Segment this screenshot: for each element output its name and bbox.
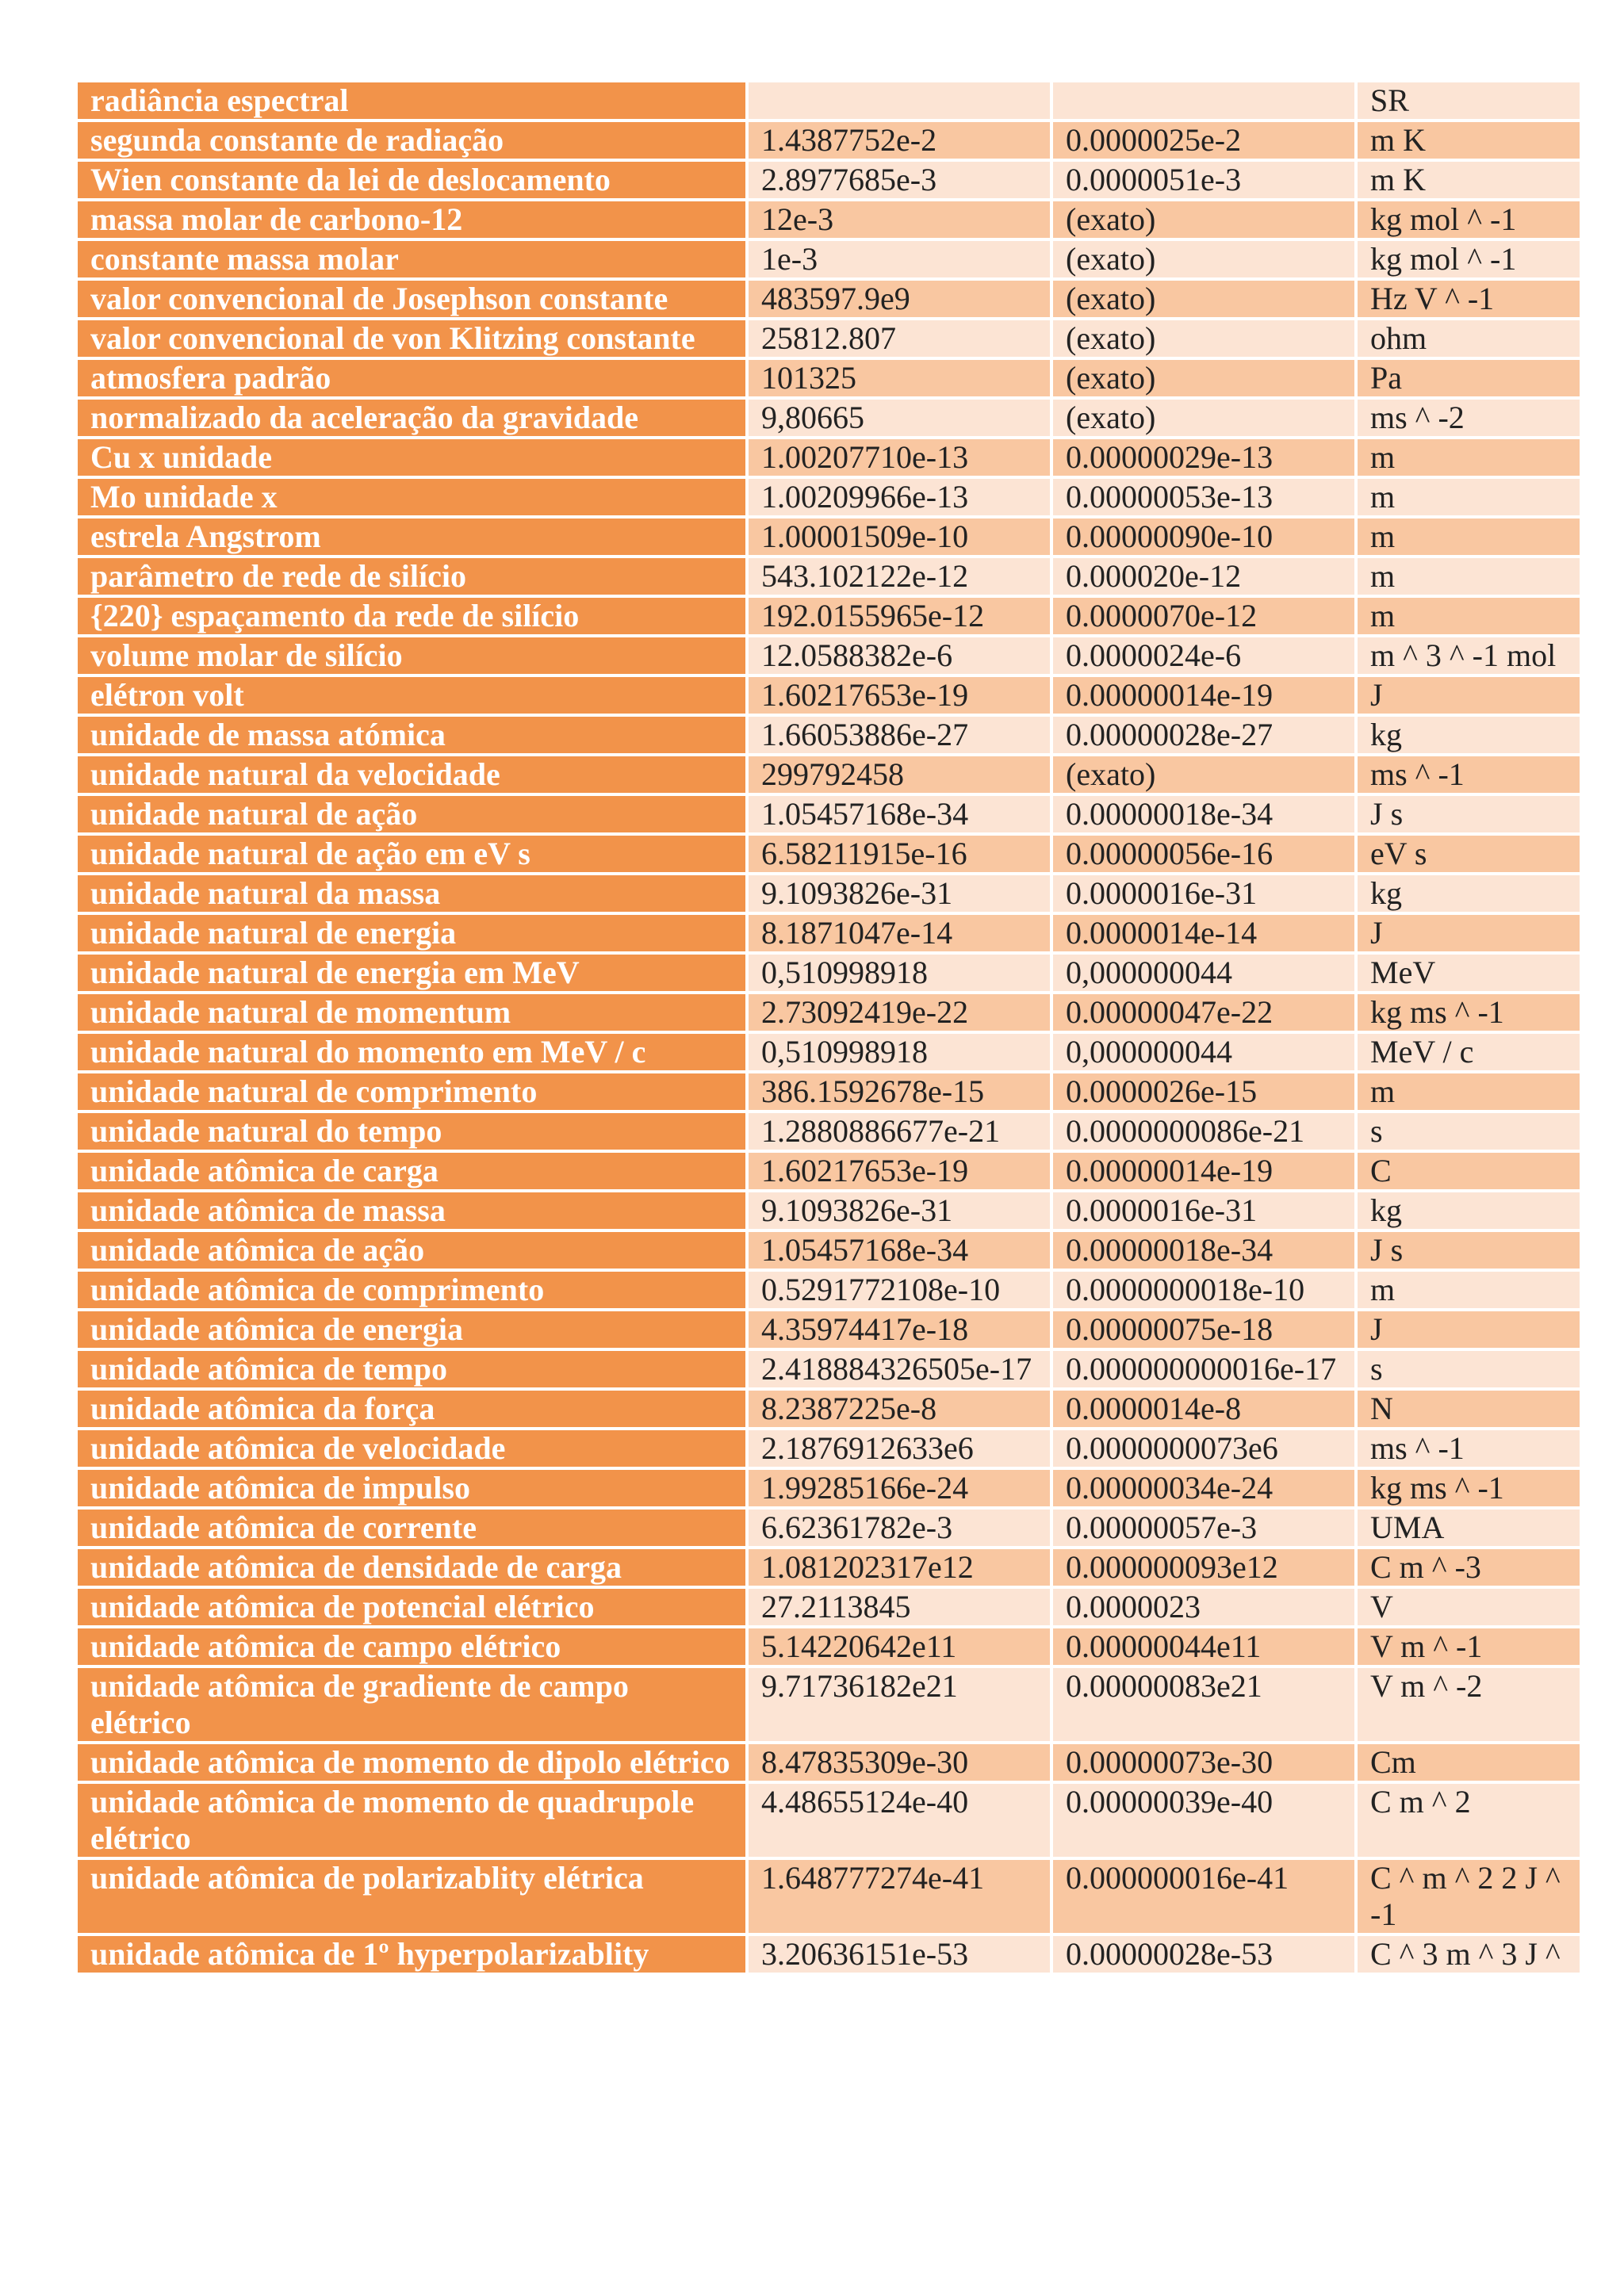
uncertainty-cell: (exato) — [1051, 200, 1356, 239]
table-row — [76, 358, 1581, 398]
constant-name-cell: Wien constante da lei de deslocamento — [76, 160, 747, 200]
uncertainty-cell: 0,000000044 — [1051, 953, 1356, 993]
value-cell: 4.48655124e-40 — [747, 1782, 1051, 1858]
constant-name-cell: unidade natural da massa — [76, 874, 747, 913]
table-row — [76, 1270, 1581, 1310]
uncertainty-cell: 0.00000034e-24 — [1051, 1468, 1356, 1508]
constants-table — [75, 79, 1583, 1976]
unit-cell: kg ms ^ -1 — [1356, 993, 1581, 1032]
constant-name-cell: unidade natural do momento em MeV / c — [76, 1032, 747, 1072]
value-cell: 1.60217653e-19 — [747, 1151, 1051, 1191]
value-cell: 5.14220642e11 — [747, 1627, 1051, 1667]
constant-name-cell: volume molar de silício — [76, 636, 747, 675]
unit-cell: J — [1356, 913, 1581, 953]
table-row — [76, 1743, 1581, 1782]
uncertainty-cell: 0.00000028e-27 — [1051, 715, 1356, 755]
unit-cell: V — [1356, 1587, 1581, 1627]
uncertainty-cell: 0.0000016e-31 — [1051, 1191, 1356, 1230]
uncertainty-cell: 0.0000000073e6 — [1051, 1429, 1356, 1468]
unit-cell: J s — [1356, 794, 1581, 834]
uncertainty-cell: 0.0000000086e-21 — [1051, 1112, 1356, 1151]
constant-name-cell: unidade atômica de corrente — [76, 1508, 747, 1548]
value-cell: 2.73092419e-22 — [747, 993, 1051, 1032]
constant-name-cell: unidade atômica de potencial elétrico — [76, 1587, 747, 1627]
value-cell: 12.0588382e-6 — [747, 636, 1051, 675]
unit-cell: C m ^ 2 — [1356, 1782, 1581, 1858]
unit-cell: s — [1356, 1349, 1581, 1389]
table-row — [76, 1349, 1581, 1389]
constant-name-cell: unidade atômica de polarizablity elétrica — [76, 1858, 747, 1934]
table-row — [76, 121, 1581, 160]
uncertainty-cell: 0,000000044 — [1051, 1032, 1356, 1072]
unit-cell: J — [1356, 1310, 1581, 1349]
value-cell: 6.58211915e-16 — [747, 834, 1051, 874]
unit-cell: Hz V ^ -1 — [1356, 279, 1581, 319]
uncertainty-cell: 0.00000047e-22 — [1051, 993, 1356, 1032]
uncertainty-cell: 0.00000028e-53 — [1051, 1934, 1356, 1974]
uncertainty-cell: 0.000000016e-41 — [1051, 1858, 1356, 1934]
unit-cell: kg mol ^ -1 — [1356, 239, 1581, 279]
constant-name-cell: unidade atômica de tempo — [76, 1349, 747, 1389]
uncertainty-cell: 0.00000018e-34 — [1051, 1230, 1356, 1270]
uncertainty-cell: 0.0000025e-2 — [1051, 121, 1356, 160]
value-cell: 1.4387752e-2 — [747, 121, 1051, 160]
value-cell: 6.62361782e-3 — [747, 1508, 1051, 1548]
table-row — [76, 1548, 1581, 1587]
value-cell: 0,510998918 — [747, 1032, 1051, 1072]
constant-name-cell: unidade atômica da força — [76, 1389, 747, 1429]
uncertainty-cell: 0.000000000016e-17 — [1051, 1349, 1356, 1389]
constant-name-cell: unidade atômica de 1º hyperpolarizablity — [76, 1934, 747, 1974]
uncertainty-cell: 0.00000090e-10 — [1051, 517, 1356, 557]
table-row — [76, 398, 1581, 438]
unit-cell: m — [1356, 596, 1581, 636]
table-row — [76, 953, 1581, 993]
uncertainty-cell: 0.00000029e-13 — [1051, 438, 1356, 477]
constant-name-cell: unidade atômica de velocidade — [76, 1429, 747, 1468]
value-cell: 9.1093826e-31 — [747, 874, 1051, 913]
unit-cell: m — [1356, 1270, 1581, 1310]
constant-name-cell: radiância espectral — [76, 81, 747, 121]
value-cell: 0.5291772108e-10 — [747, 1270, 1051, 1310]
value-cell: 9,80665 — [747, 398, 1051, 438]
constant-name-cell: unidade atômica de gradiente de campo elétrico — [76, 1667, 747, 1743]
constant-name-cell: unidade atômica de impulso — [76, 1468, 747, 1508]
constant-name-cell: unidade atômica de energia — [76, 1310, 747, 1349]
table-row — [76, 913, 1581, 953]
unit-cell: C — [1356, 1151, 1581, 1191]
uncertainty-cell: 0.0000026e-15 — [1051, 1072, 1356, 1112]
constant-name-cell: unidade natural da velocidade — [76, 755, 747, 794]
value-cell: 25812.807 — [747, 319, 1051, 358]
uncertainty-cell: 0.0000023 — [1051, 1587, 1356, 1627]
value-cell: 1.648777274e-41 — [747, 1858, 1051, 1934]
constant-name-cell: unidade natural de ação — [76, 794, 747, 834]
constants-table-body — [76, 81, 1581, 1974]
value-cell: 3.20636151e-53 — [747, 1934, 1051, 1974]
uncertainty-cell: 0.00000075e-18 — [1051, 1310, 1356, 1349]
constant-name-cell: unidade de massa atómica — [76, 715, 747, 755]
table-row — [76, 834, 1581, 874]
uncertainty-cell: (exato) — [1051, 239, 1356, 279]
value-cell: 9.71736182e21 — [747, 1667, 1051, 1743]
constant-name-cell: unidade atômica de momento de dipolo elétrico — [76, 1743, 747, 1782]
table-row — [76, 755, 1581, 794]
table-row — [76, 279, 1581, 319]
constant-name-cell: constante massa molar — [76, 239, 747, 279]
uncertainty-cell: 0.00000056e-16 — [1051, 834, 1356, 874]
value-cell: 8.2387225e-8 — [747, 1389, 1051, 1429]
constant-name-cell: normalizado da aceleração da gravidade — [76, 398, 747, 438]
value-cell: 2.418884326505e-17 — [747, 1349, 1051, 1389]
unit-cell: m — [1356, 557, 1581, 596]
constant-name-cell: unidade atômica de massa — [76, 1191, 747, 1230]
constant-name-cell: unidade atômica de carga — [76, 1151, 747, 1191]
uncertainty-cell: 0.000000093e12 — [1051, 1548, 1356, 1587]
unit-cell: kg ms ^ -1 — [1356, 1468, 1581, 1508]
table-row — [76, 1151, 1581, 1191]
table-row — [76, 715, 1581, 755]
unit-cell: ms ^ -1 — [1356, 755, 1581, 794]
unit-cell: s — [1356, 1112, 1581, 1151]
table-row — [76, 1468, 1581, 1508]
uncertainty-cell: 0.0000016e-31 — [1051, 874, 1356, 913]
table-row — [76, 1310, 1581, 1349]
unit-cell: ohm — [1356, 319, 1581, 358]
table-row — [76, 517, 1581, 557]
constant-name-cell: valor convencional de von Klitzing constante — [76, 319, 747, 358]
unit-cell: m — [1356, 477, 1581, 517]
unit-cell: C ^ m ^ 2 2 J ^ -1 — [1356, 1858, 1581, 1934]
constant-name-cell: unidade atômica de densidade de carga — [76, 1548, 747, 1587]
unit-cell: J — [1356, 675, 1581, 715]
uncertainty-cell: (exato) — [1051, 319, 1356, 358]
unit-cell: MeV — [1356, 953, 1581, 993]
table-row — [76, 1230, 1581, 1270]
value-cell: 192.0155965e-12 — [747, 596, 1051, 636]
table-row — [76, 675, 1581, 715]
unit-cell: m — [1356, 517, 1581, 557]
constant-name-cell: unidade atômica de momento de quadrupole elétrico — [76, 1782, 747, 1858]
unit-cell: m K — [1356, 160, 1581, 200]
table-row — [76, 1072, 1581, 1112]
table-row — [76, 81, 1581, 121]
unit-cell: N — [1356, 1389, 1581, 1429]
uncertainty-cell — [1051, 81, 1356, 121]
value-cell: 299792458 — [747, 755, 1051, 794]
constant-name-cell: unidade atômica de campo elétrico — [76, 1627, 747, 1667]
uncertainty-cell: 0.00000057e-3 — [1051, 1508, 1356, 1548]
constant-name-cell: parâmetro de rede de silício — [76, 557, 747, 596]
unit-cell: V m ^ -1 — [1356, 1627, 1581, 1667]
unit-cell: Pa — [1356, 358, 1581, 398]
table-row — [76, 1389, 1581, 1429]
unit-cell: eV s — [1356, 834, 1581, 874]
table-row — [76, 438, 1581, 477]
uncertainty-cell: (exato) — [1051, 755, 1356, 794]
value-cell: 1.05457168e-34 — [747, 794, 1051, 834]
value-cell: 1.99285166e-24 — [747, 1468, 1051, 1508]
value-cell — [747, 81, 1051, 121]
constant-name-cell: estrela Angstrom — [76, 517, 747, 557]
uncertainty-cell: 0.00000039e-40 — [1051, 1782, 1356, 1858]
uncertainty-cell: 0.0000014e-14 — [1051, 913, 1356, 953]
table-row — [76, 1032, 1581, 1072]
unit-cell: ms ^ -2 — [1356, 398, 1581, 438]
table-row — [76, 200, 1581, 239]
table-row — [76, 993, 1581, 1032]
value-cell: 101325 — [747, 358, 1051, 398]
table-row — [76, 1587, 1581, 1627]
unit-cell: m ^ 3 ^ -1 mol — [1356, 636, 1581, 675]
table-row — [76, 239, 1581, 279]
value-cell: 1.00207710e-13 — [747, 438, 1051, 477]
constant-name-cell: valor convencional de Josephson constante — [76, 279, 747, 319]
value-cell: 27.2113845 — [747, 1587, 1051, 1627]
unit-cell: J s — [1356, 1230, 1581, 1270]
constant-name-cell: unidade natural de momentum — [76, 993, 747, 1032]
table-row — [76, 1191, 1581, 1230]
value-cell: 1.2880886677e-21 — [747, 1112, 1051, 1151]
value-cell: 8.47835309e-30 — [747, 1743, 1051, 1782]
uncertainty-cell: 0.0000014e-8 — [1051, 1389, 1356, 1429]
value-cell: 1.66053886e-27 — [747, 715, 1051, 755]
value-cell: 8.1871047e-14 — [747, 913, 1051, 953]
uncertainty-cell: 0.00000014e-19 — [1051, 675, 1356, 715]
constant-name-cell: unidade natural do tempo — [76, 1112, 747, 1151]
value-cell: 1.05457168e-34 — [747, 1230, 1051, 1270]
table-row — [76, 874, 1581, 913]
value-cell: 1.60217653e-19 — [747, 675, 1051, 715]
table-row — [76, 794, 1581, 834]
uncertainty-cell: 0.00000073e-30 — [1051, 1743, 1356, 1782]
constant-name-cell: {220} espaçamento da rede de silício — [76, 596, 747, 636]
value-cell: 2.1876912633e6 — [747, 1429, 1051, 1468]
constant-name-cell: unidade atômica de comprimento — [76, 1270, 747, 1310]
constant-name-cell: elétron volt — [76, 675, 747, 715]
uncertainty-cell: 0.00000053e-13 — [1051, 477, 1356, 517]
uncertainty-cell: 0.00000083e21 — [1051, 1667, 1356, 1743]
value-cell: 543.102122e-12 — [747, 557, 1051, 596]
value-cell: 12e-3 — [747, 200, 1051, 239]
table-row — [76, 1934, 1581, 1974]
table-row — [76, 477, 1581, 517]
unit-cell: m K — [1356, 121, 1581, 160]
table-row — [76, 1429, 1581, 1468]
uncertainty-cell: 0.00000014e-19 — [1051, 1151, 1356, 1191]
constant-name-cell: unidade natural de ação em eV s — [76, 834, 747, 874]
uncertainty-cell: 0.00000018e-34 — [1051, 794, 1356, 834]
uncertainty-cell: 0.00000044e11 — [1051, 1627, 1356, 1667]
uncertainty-cell: 0.0000024e-6 — [1051, 636, 1356, 675]
table-row — [76, 557, 1581, 596]
constant-name-cell: Mo unidade x — [76, 477, 747, 517]
constant-name-cell: unidade natural de energia em MeV — [76, 953, 747, 993]
unit-cell: C m ^ -3 — [1356, 1548, 1581, 1587]
unit-cell: Cm — [1356, 1743, 1581, 1782]
value-cell: 4.35974417e-18 — [747, 1310, 1051, 1349]
unit-cell: kg mol ^ -1 — [1356, 200, 1581, 239]
value-cell: 1.081202317e12 — [747, 1548, 1051, 1587]
table-row — [76, 1667, 1581, 1743]
uncertainty-cell: 0.0000000018e-10 — [1051, 1270, 1356, 1310]
table-row — [76, 1858, 1581, 1934]
uncertainty-cell: (exato) — [1051, 398, 1356, 438]
unit-cell: kg — [1356, 1191, 1581, 1230]
table-row — [76, 1112, 1581, 1151]
unit-cell: MeV / c — [1356, 1032, 1581, 1072]
uncertainty-cell: (exato) — [1051, 279, 1356, 319]
unit-cell: C ^ 3 m ^ 3 J ^ — [1356, 1934, 1581, 1974]
value-cell: 483597.9e9 — [747, 279, 1051, 319]
unit-cell: ms ^ -1 — [1356, 1429, 1581, 1468]
constant-name-cell: unidade natural de comprimento — [76, 1072, 747, 1112]
value-cell: 9.1093826e-31 — [747, 1191, 1051, 1230]
constants-sheet — [75, 79, 1580, 1976]
table-row — [76, 636, 1581, 675]
constant-name-cell: massa molar de carbono-12 — [76, 200, 747, 239]
constant-name-cell: atmosfera padrão — [76, 358, 747, 398]
table-row — [76, 1627, 1581, 1667]
constant-name-cell: unidade atômica de ação — [76, 1230, 747, 1270]
value-cell: 1e-3 — [747, 239, 1051, 279]
value-cell: 386.1592678e-15 — [747, 1072, 1051, 1112]
uncertainty-cell: (exato) — [1051, 358, 1356, 398]
constant-name-cell: Cu x unidade — [76, 438, 747, 477]
table-row — [76, 596, 1581, 636]
uncertainty-cell: 0.000020e-12 — [1051, 557, 1356, 596]
table-row — [76, 1508, 1581, 1548]
constant-name-cell: unidade natural de energia — [76, 913, 747, 953]
unit-cell: V m ^ -2 — [1356, 1667, 1581, 1743]
table-row — [76, 1782, 1581, 1858]
constant-name-cell: segunda constante de radiação — [76, 121, 747, 160]
table-row — [76, 160, 1581, 200]
table-row — [76, 319, 1581, 358]
value-cell: 0,510998918 — [747, 953, 1051, 993]
unit-cell: kg — [1356, 715, 1581, 755]
unit-cell: SR — [1356, 81, 1581, 121]
uncertainty-cell: 0.0000070e-12 — [1051, 596, 1356, 636]
value-cell: 1.00001509e-10 — [747, 517, 1051, 557]
unit-cell: m — [1356, 1072, 1581, 1112]
value-cell: 1.00209966e-13 — [747, 477, 1051, 517]
uncertainty-cell: 0.0000051e-3 — [1051, 160, 1356, 200]
unit-cell: UMA — [1356, 1508, 1581, 1548]
unit-cell: kg — [1356, 874, 1581, 913]
unit-cell: m — [1356, 438, 1581, 477]
value-cell: 2.8977685e-3 — [747, 160, 1051, 200]
